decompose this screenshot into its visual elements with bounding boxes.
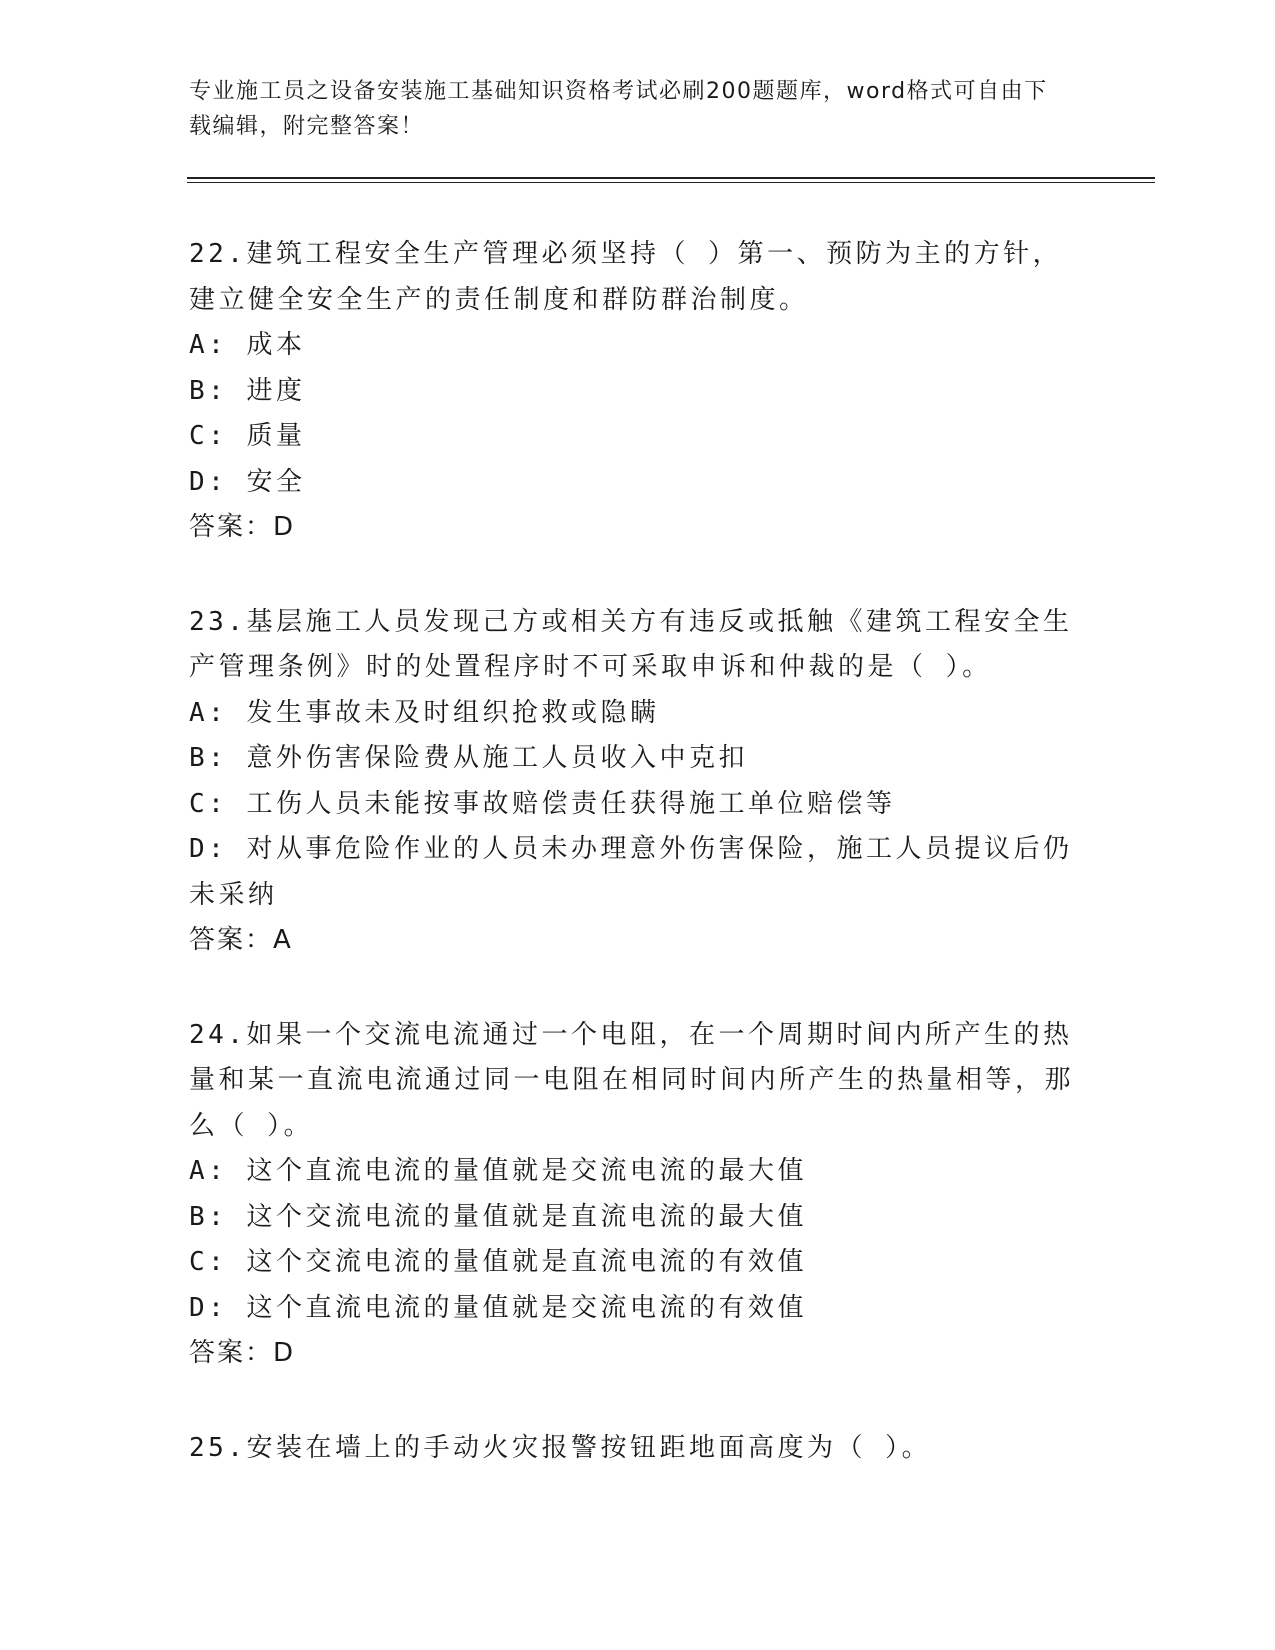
option-c: C: 工伤人员未能按事故赔偿责任获得施工单位赔偿等 bbox=[189, 788, 896, 819]
option-a: A: 成本 bbox=[189, 330, 306, 360]
answer-line: 答案：D bbox=[189, 512, 296, 542]
option-b: B: 进度 bbox=[189, 375, 306, 406]
option-d: D: 这个直流电流的量值就是交流电流的有效值 bbox=[189, 1292, 807, 1323]
header-divider-thin bbox=[187, 182, 1155, 183]
document-header bbox=[189, 74, 1069, 144]
option-d: D: 安全 bbox=[189, 466, 306, 497]
question-stem: 25.安装在墙上的手动火灾报警按钮距地面高度为（ ）。 bbox=[189, 1432, 932, 1463]
option-d: D: 对从事危险作业的人员未办理意外伤害保险，施工人员提议后仍未采纳 bbox=[189, 834, 1073, 910]
question-list bbox=[189, 232, 1089, 1520]
question-23 bbox=[189, 600, 1089, 964]
option-b: B: 意外伤害保险费从施工人员收入中克扣 bbox=[189, 743, 748, 773]
answer-line: 答案：A bbox=[189, 925, 293, 955]
option-b: B: 这个交流电流的量值就是直流电流的最大值 bbox=[189, 1201, 807, 1232]
question-stem: 22.建筑工程安全生产管理必须坚持（ ）第一、预防为主的方针，建立健全安全生产的责任制度和群防群治制度。 bbox=[189, 239, 1063, 315]
question-25 bbox=[189, 1426, 1089, 1472]
question-22 bbox=[189, 232, 1089, 551]
answer-line: 答案：D bbox=[189, 1338, 296, 1368]
option-c: C: 质量 bbox=[189, 421, 306, 451]
question-stem: 23.基层施工人员发现己方或相关方有违反或抵触《建筑工程安全生产管理条例》时的处置程序时不可采取申诉和仲裁的是（ ）。 bbox=[189, 606, 1073, 682]
option-a: A: 发生事故未及时组织抢救或隐瞒 bbox=[189, 697, 660, 728]
document-title: 专业施工员之设备安装施工基础知识资格考试必刷200题题库，word格式可自由下载编辑，附完整答案！ bbox=[189, 79, 1048, 139]
question-stem: 24.如果一个交流电流通过一个电阻，在一个周期时间内所产生的热量和某一直流电流通过同一电阻在相同时间内所产生的热量相等，那么（ ）。 bbox=[189, 1019, 1075, 1141]
option-c: C: 这个交流电流的量值就是直流电流的有效值 bbox=[189, 1247, 807, 1277]
question-24 bbox=[189, 1013, 1089, 1377]
header-divider-thick bbox=[187, 177, 1155, 179]
option-a: A: 这个直流电流的量值就是交流电流的最大值 bbox=[189, 1156, 807, 1186]
